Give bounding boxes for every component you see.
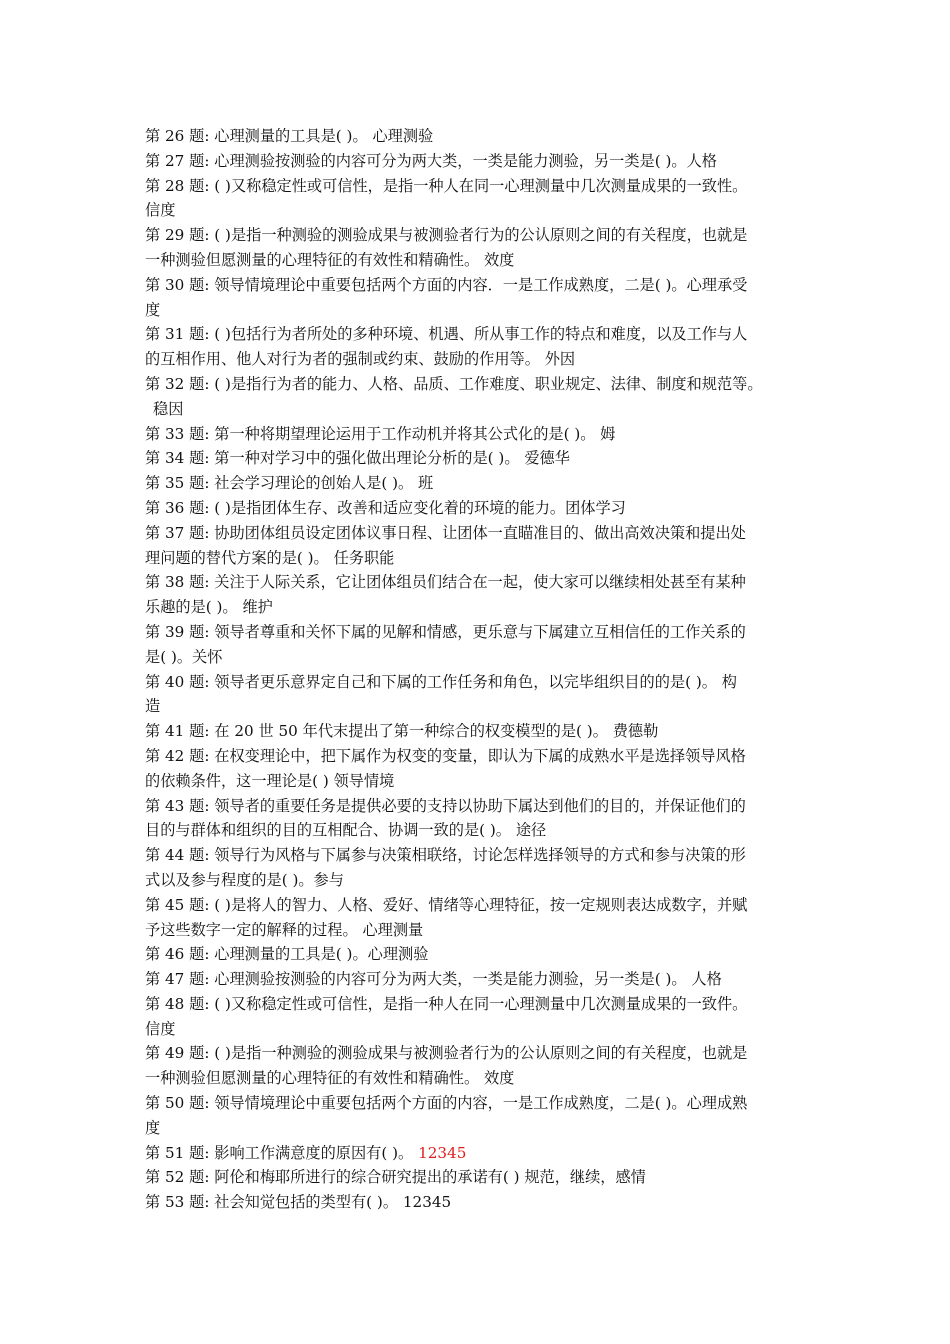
line-text: 第 50 题: 领导情境理论中重要包括两个方面的内容，一是工作成熟度，二是( )。心理成熟	[145, 1094, 748, 1113]
line-text: 第 52 题: 阿伦和梅耶所进行的综合研究提出的承诺有( ) 规范，继续，感情	[145, 1168, 646, 1187]
text-line	[145, 1091, 825, 1116]
line-text: 第 44 题: 领导行为风格与下属参与决策相联络，讨论怎样选择领导的方式和参与决策的形	[145, 846, 746, 865]
text-line	[145, 744, 825, 769]
line-text: 第 43 题: 领导者的重要任务是提供必要的支持以协助下属达到他们的目的，并保证他们的	[145, 796, 746, 815]
line-text: 的互相作用、他人对行为者的强制或约束、鼓励的作用等。 外因	[145, 350, 576, 369]
line-text: 第 37 题: 协助团体组员设定团体议事日程、让团体一直瞄准目的、做出高效决策和提出处	[145, 523, 746, 542]
text-line	[145, 198, 825, 223]
text-line	[145, 1116, 825, 1141]
line-text: 的依赖条件，这一理论是( ) 领导情境	[145, 771, 395, 790]
text-line	[145, 248, 825, 273]
text-line	[145, 670, 825, 695]
text-line	[145, 645, 825, 670]
text-line	[145, 595, 825, 620]
text-line	[145, 1066, 825, 1091]
line-text: 第 45 题: ( )是将人的智力、人格、爱好、情绪等心理特征，按一定规则表达成数字，并赋	[145, 895, 748, 914]
line-text: 第 53 题: 社会知觉包括的类型有( )。 12345	[145, 1193, 452, 1212]
text-line	[145, 397, 825, 422]
text-line	[145, 471, 825, 496]
line-text: 第 33 题: 第一种将期望理论运用于工作动机并将其公式化的是( )。 姆	[145, 424, 616, 443]
text-line	[145, 322, 825, 347]
text-line	[145, 893, 825, 918]
text-line	[145, 1041, 825, 1066]
text-line	[145, 496, 825, 521]
line-text: 第 38 题: 关注于人际关系，它让团体组员们结合在一起，使大家可以继续相处甚至有某种	[145, 573, 746, 592]
text-line	[145, 1141, 825, 1166]
line-text: 第 47 题: 心理测验按测验的内容可分为两大类，一类是能力测验，另一类是( )。 人格	[145, 970, 722, 989]
text-line	[145, 570, 825, 595]
line-text: 乐趣的是( )。 维护	[145, 598, 273, 617]
text-line	[145, 1165, 825, 1190]
text-line	[145, 769, 825, 794]
text-line	[145, 223, 825, 248]
text-line	[145, 149, 825, 174]
text-line	[145, 174, 825, 199]
text-line	[145, 1017, 825, 1042]
line-text: 第 40 题: 领导者更乐意界定自己和下属的工作任务和角色，以完毕组织目的的是( )。 构	[145, 672, 737, 691]
line-text: 一种测验但愿测量的心理特征的有效性和精确性。 效度	[145, 1069, 515, 1088]
line-text: 是( )。关怀	[145, 647, 223, 666]
line-text: 造	[145, 697, 161, 716]
text-line	[145, 446, 825, 471]
line-text: 稳因	[153, 399, 184, 418]
text-line	[145, 967, 825, 992]
line-text: 予这些数字一定的解释的过程。 心理测量	[145, 920, 424, 939]
answer-highlight: 12345	[418, 1143, 467, 1162]
text-line	[145, 273, 825, 298]
line-text: 第 36 题: ( )是指团体生存、改善和适应变化着的环境的能力。团体学习	[145, 498, 626, 517]
line-text: 理问题的替代方案的是( )。 任务职能	[145, 548, 395, 567]
text-line	[145, 942, 825, 967]
line-text: 第 39 题: 领导者尊重和关怀下属的见解和情感，更乐意与下属建立互相信任的工作关系的	[145, 622, 746, 641]
line-text: 第 46 题: 心理测量的工具是( )。心理测验	[145, 945, 429, 964]
line-text: 第 29 题: ( )是指一种测验的测验成果与被测验者行为的公认原则之间的有关程度，也就是	[145, 226, 748, 245]
line-text: 信度	[145, 1019, 176, 1038]
text-line	[145, 372, 825, 397]
line-text: 第 31 题: ( )包括行为者所处的多种环境、机遇、所从事工作的特点和难度，以及工作与人	[145, 325, 748, 344]
line-text: 第 26 题: 心理测量的工具是( )。 心理测验	[145, 127, 434, 145]
text-line	[145, 719, 825, 744]
line-text: 信度	[145, 201, 176, 220]
line-text: 式以及参与程度的是( )。参与	[145, 870, 344, 889]
text-line	[145, 546, 825, 571]
line-text: 第 30 题: 领导情境理论中重要包括两个方面的内容．一是工作成熟度，二是( )。心理承受	[145, 275, 748, 294]
text-line	[145, 1190, 825, 1215]
text-line	[145, 818, 825, 843]
line-text: 第 34 题: 第一种对学习中的强化做出理论分析的是( )。 爱德华	[145, 449, 570, 468]
line-text: 度	[145, 300, 161, 319]
line-text: 第 42 题: 在权变理论中，把下属作为权变的变量，即认为下属的成熟水平是选择领导风格	[145, 746, 746, 765]
line-text: 第 41 题: 在 20 世 50 年代末提出了第一种综合的权变模型的是( )。 费德勒	[145, 722, 659, 741]
text-line	[145, 992, 825, 1017]
text-line	[145, 521, 825, 546]
text-line	[145, 918, 825, 943]
line-text: 第 49 题: ( )是指一种测验的测验成果与被测验者行为的公认原则之间的有关程度，也就是	[145, 1044, 748, 1063]
text-line	[145, 843, 825, 868]
line-text: 第 48 题: ( )又称稳定性或可信性，是指一种人在同一心理测量中几次测量成果的一致件。	[145, 994, 748, 1013]
line-text: 第 32 题: ( )是指行为者的能力、人格、品质、工作难度、职业规定、法律、制度和规范等。	[145, 374, 763, 393]
text-line	[145, 868, 825, 893]
text-line	[145, 422, 825, 447]
text-line	[145, 347, 825, 372]
text-line	[145, 794, 825, 819]
line-text: 目的与群体和组织的目的互相配合、协调一致的是( )。 途径	[145, 821, 547, 840]
line-text: 一种测验但愿测量的心理特征的有效性和精确性。 效度	[145, 250, 515, 269]
text-line	[145, 620, 825, 645]
line-text: 度	[145, 1118, 161, 1137]
text-line	[145, 298, 825, 323]
document-body	[145, 124, 825, 1215]
line-text: 第 51 题: 影响工作满意度的原因有( )。	[145, 1143, 419, 1162]
line-text: 第 27 题: 心理测验按测验的内容可分为两大类，一类是能力测验，另一类是( )。人格	[145, 151, 717, 170]
line-text: 第 28 题: ( )又称稳定性或可信性，是指一种人在同一心理测量中几次测量成果的一致性。	[145, 176, 748, 195]
text-line	[145, 124, 825, 149]
text-line	[145, 694, 825, 719]
line-text: 第 35 题: 社会学习理论的创始人是( )。 班	[145, 474, 434, 493]
